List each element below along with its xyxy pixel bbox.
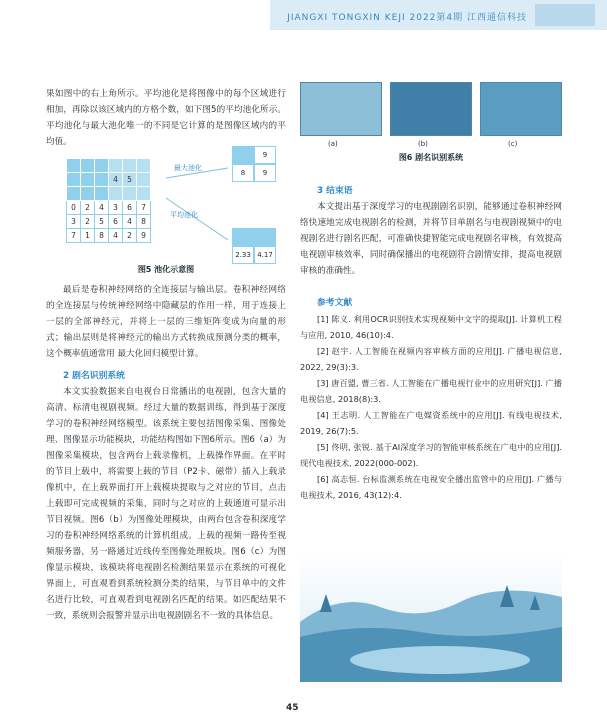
pool-output-cell (232, 228, 254, 246)
para-conclusion: 本文提出基于深度学习的电视剧剧名识别，能够通过卷积神经网络快速地完成电视剧名的检测，并将节目单剧名与电视剧视频中的电视剧名进行剧名匹配，可准确快捷智能完成电视剧名审核，有效提高电视剧审核效率，同时确保播出的电视剧符合剧情安排，提高电视剧审核的准确性。 (300, 202, 562, 276)
figure-6 (300, 82, 562, 162)
para-fully-connected: 最后是卷积神经网络的全连接层与输出层。卷积神经网络的全连接层与传统神经网络中隐藏层的作用一样，用于连接上一层的全部神经元，并将上一层的三维矩阵变成为向量的形式；输出层则是将神经元的输出方式转换成预测分类的概率，这个概率值通常用 最大化回归模型计算。 (46, 285, 286, 359)
section-3-title: 3 结束语 (317, 186, 353, 196)
grid-cell: 1 (81, 229, 95, 243)
grid-cell: 8 (95, 229, 109, 243)
grid-cell: 7 (67, 229, 81, 243)
fig5-caption: 图5 池化示意图 (137, 265, 195, 274)
references-title: 参考文献 (317, 298, 353, 308)
fig6c-image (480, 82, 562, 136)
section-2-title: 2 剧名识别系统 (63, 371, 125, 381)
fig6a-image (300, 82, 382, 136)
grid-cell: 7 (137, 201, 151, 215)
grid-cell: 4 (109, 229, 123, 243)
grid-cell: 3 (109, 201, 123, 215)
grid-cell: 2 (81, 215, 95, 229)
reference-item: [5] 佟明, 张锐. 基于AI深度学习的智能审核系统在广电中的应用[J]. 现代电视技术, 2022(000-002). (300, 442, 562, 468)
grid-cell: 2 (123, 229, 137, 243)
reference-item: [3] 唐百盟, 曹三省. 人工智能在广播电视行业中的应用研究[J]. 广播电视信息, 2018(8):3. (300, 378, 562, 404)
landscape-photo (300, 552, 562, 682)
pool-output-cell: 4.17 (254, 246, 276, 264)
avg-pool-output (232, 228, 276, 264)
reference-item: [4] 王志明. 人工智能在广电媒资系统中的应用[J]. 有线电视技术, 2019, 26(7):5. (300, 410, 562, 436)
fig6a-label: (a) (328, 140, 338, 148)
para-system: 本文实验数据来自电视台日常播出的电视剧，包含大量的高清、标清电视剧视频。经过大量的数据训练，得到基于深度学习的卷积神经网络模型。该系统主要包括图像采集、图像处理、图像显示功能模块，功能结构图如下图6所示。图6（a）为图像采集模块，包含两台上载录像机，上载操作界面。在平时的节目上载中，将需要上载的节目（P2卡、磁带）插入上载录像机中，在上载界面打开上载模块提取与之对应的节目，点击上载即可完成视频的采集，同时与之对应的上载通道可显示出节目视频。图6（b）为图像处理模块，由两台包含卷积深度学习的卷积神经网络系统的计算机组成。上载的视频一路传至视频服务器，另一路通过近线传至图像处理板块。图6（c）为图像显示模块，该模块将电视剧名检测结果显示在系统的可视化界面上，可直观看到系统检测分类的结果，与节目单中的文件名进行比较，可直观看到电视剧名匹配的结果。如匹配结果不一致，系统则会报警并显示出电视剧剧名不一致的具体信息。 (46, 387, 286, 621)
pool-output-cell: 2.33 (232, 246, 254, 264)
right-column (300, 183, 562, 503)
pool-output-cell (254, 228, 276, 246)
pool-output-cell (232, 146, 254, 164)
journal-header: JIANGXI TONGXIN KEJI 2022第4期 江西通信科技 (287, 13, 527, 23)
grid-cell: 4 (95, 201, 109, 215)
grid-cell: 4 (109, 173, 123, 187)
pool-output-cell: 8 (232, 164, 254, 182)
pool-output-cell: 9 (254, 146, 276, 164)
journal-logo (535, 4, 595, 26)
reference-item: [1] 陈义. 利用OCR识别技术实现视频中文字的提取[J]. 计算机工程与应用, 2010, 46(10):4. (300, 314, 562, 340)
grid-cell: 5 (123, 173, 137, 187)
page-number: 45 (286, 703, 299, 713)
grid-cell: 5 (95, 215, 109, 229)
avg-pool-label: 平均池化 (170, 211, 198, 219)
figure-5 (66, 151, 281, 259)
para-avg-pool: 果如图中的右上角所示。平均池化是将图像中的每个区域进行相加，再除以该区域内的方格个数，如下图5的平均池化所示。平均池化与最大池化唯一的不同是它计算的是图像区域内的平均值。 (46, 89, 286, 147)
pool-output-cell: 9 (254, 164, 276, 182)
fig6c-label: (c) (508, 140, 518, 148)
grid-cell: 6 (109, 215, 123, 229)
grid-cell: 9 (137, 229, 151, 243)
grid-cell: 3 (67, 215, 81, 229)
max-pool-output (232, 146, 276, 182)
fig6-caption: 图6 剧名识别系统 (398, 153, 464, 162)
references-list (300, 311, 562, 503)
grid-cell: 8 (137, 215, 151, 229)
reference-item: [2] 赵宇. 人工智能在视频内容审核方面的应用[J]. 广播电视信息, 2022, 29(3):3. (300, 346, 562, 372)
left-column (46, 86, 286, 150)
fig6b-image (390, 82, 472, 136)
grid-cell: 6 (123, 201, 137, 215)
left-column-lower (46, 282, 286, 624)
grid-cell: 4 (123, 215, 137, 229)
grid-cell: 0 (67, 201, 81, 215)
max-pool-label: 最大池化 (174, 164, 202, 172)
reference-item: [6] 高志恒. 台标监测系统在电视安全播出监管中的应用[J]. 广播与电视技术, 2016, 43(12):4. (300, 474, 562, 500)
grid-cell: 2 (81, 201, 95, 215)
fig6b-label: (b) (418, 140, 428, 148)
